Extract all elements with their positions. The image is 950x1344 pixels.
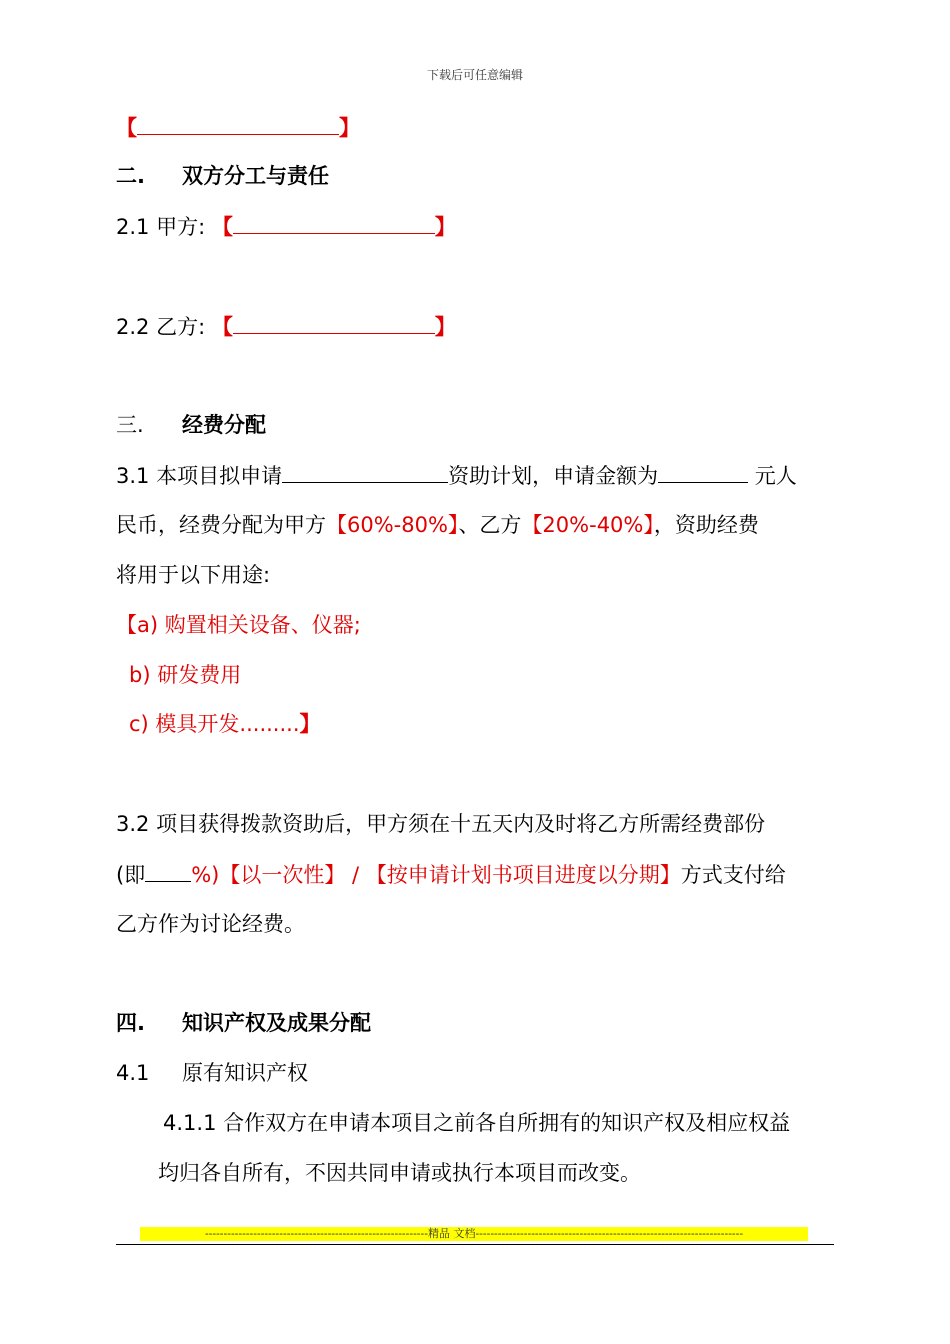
clause-3-1-line3: 将用于以下用途: bbox=[116, 563, 271, 587]
footer-banner: ------------------------------------------------------------精品 文档------------------------------------------------------------------------ bbox=[140, 1227, 808, 1241]
clause-3-2-line3: 乙方作为讨论经费。 bbox=[116, 912, 305, 936]
clause-3-1-line2: 民币，经费分配为甲方【60%-80%】、乙方【20%-40%】，资助经费 bbox=[116, 513, 759, 537]
use-item-b: b) 研发费用 bbox=[129, 663, 242, 687]
section-4-heading: 四. 知识产权及成果分配 bbox=[116, 1011, 371, 1035]
clause-2-2: 2.2 乙方: 【 】 bbox=[116, 311, 456, 342]
clause-3-2-line2: (即 %)【以一次性】 / 【按申请计划书项目进度以分期】方式支付给 bbox=[116, 859, 786, 890]
clause-4-1-1-line1: 4.1.1 合作双方在申请本项目之前各自所拥有的知识产权及相应权益 bbox=[163, 1111, 791, 1135]
use-item-c: c) 模具开发.........】 bbox=[129, 712, 321, 736]
clause-4-1-1-line2: 均归各自所有，不因共同申请或执行本项目而改变。 bbox=[158, 1161, 641, 1185]
blank-field-top: 【 】 bbox=[116, 112, 360, 143]
clause-4-1: 4.1 原有知识产权 bbox=[116, 1061, 308, 1085]
use-item-a: 【a) 购置相关设备、仪器; bbox=[116, 613, 361, 637]
section-2-heading: 二. 双方分工与责任 bbox=[116, 164, 329, 188]
footer-rule bbox=[116, 1244, 834, 1245]
clause-3-2-line1: 3.2 项目获得拨款资助后，甲方须在十五天内及时将乙方所需经费部份 bbox=[116, 812, 766, 836]
section-3-heading: 三. 经费分配 bbox=[116, 413, 266, 437]
clause-3-1-line1: 3.1 本项目拟申请 资助计划，申请金额为 元人 bbox=[116, 460, 797, 491]
clause-2-1: 2.1 甲方: 【 】 bbox=[116, 211, 456, 242]
header-note: 下载后可任意编辑 bbox=[426, 68, 523, 82]
